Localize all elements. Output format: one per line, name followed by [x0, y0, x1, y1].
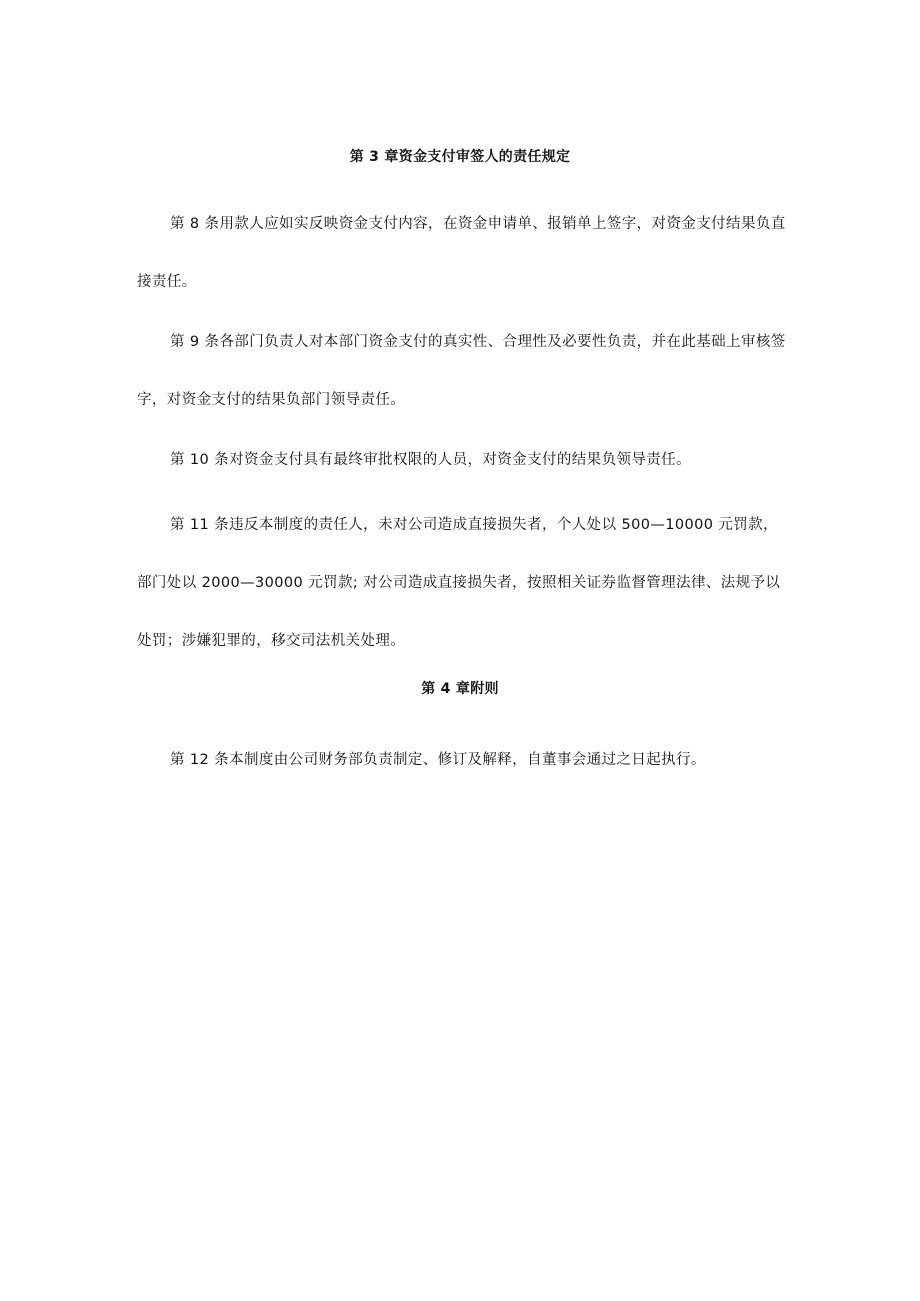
article-8: 第 8 条用款人应如实反映资金支付内容，在资金申请单、报销单上签字，对资金支付结果负直接责任。	[137, 216, 786, 290]
article-11: 第 11 条违反本制度的责任人，未对公司造成直接损失者，个人处以 500—10000 元罚款，部门处以 2000—30000 元罚款; 对公司造成直接损失者，按照相关证券监督管理法律、法规予以处罚；涉嫌犯罪的，移交司法机关处理。	[137, 517, 781, 649]
chapter-3-title: 第 3 章资金支付审签人的责任规定	[349, 149, 571, 165]
article-10: 第 10 条对资金支付具有最终审批权限的人员，对资金支付的结果负领导责任。	[170, 452, 691, 468]
article-9: 第 9 条各部门负责人对本部门资金支付的真实性、合理性及必要性负责，并在此基础上审核签字，对资金支付的结果负部门领导责任。	[137, 334, 786, 408]
chapter-4-title: 第 4 章附则	[421, 681, 499, 697]
article-12: 第 12 条本制度由公司财务部负责制定、修订及解释，自董事会通过之日起执行。	[170, 752, 706, 768]
